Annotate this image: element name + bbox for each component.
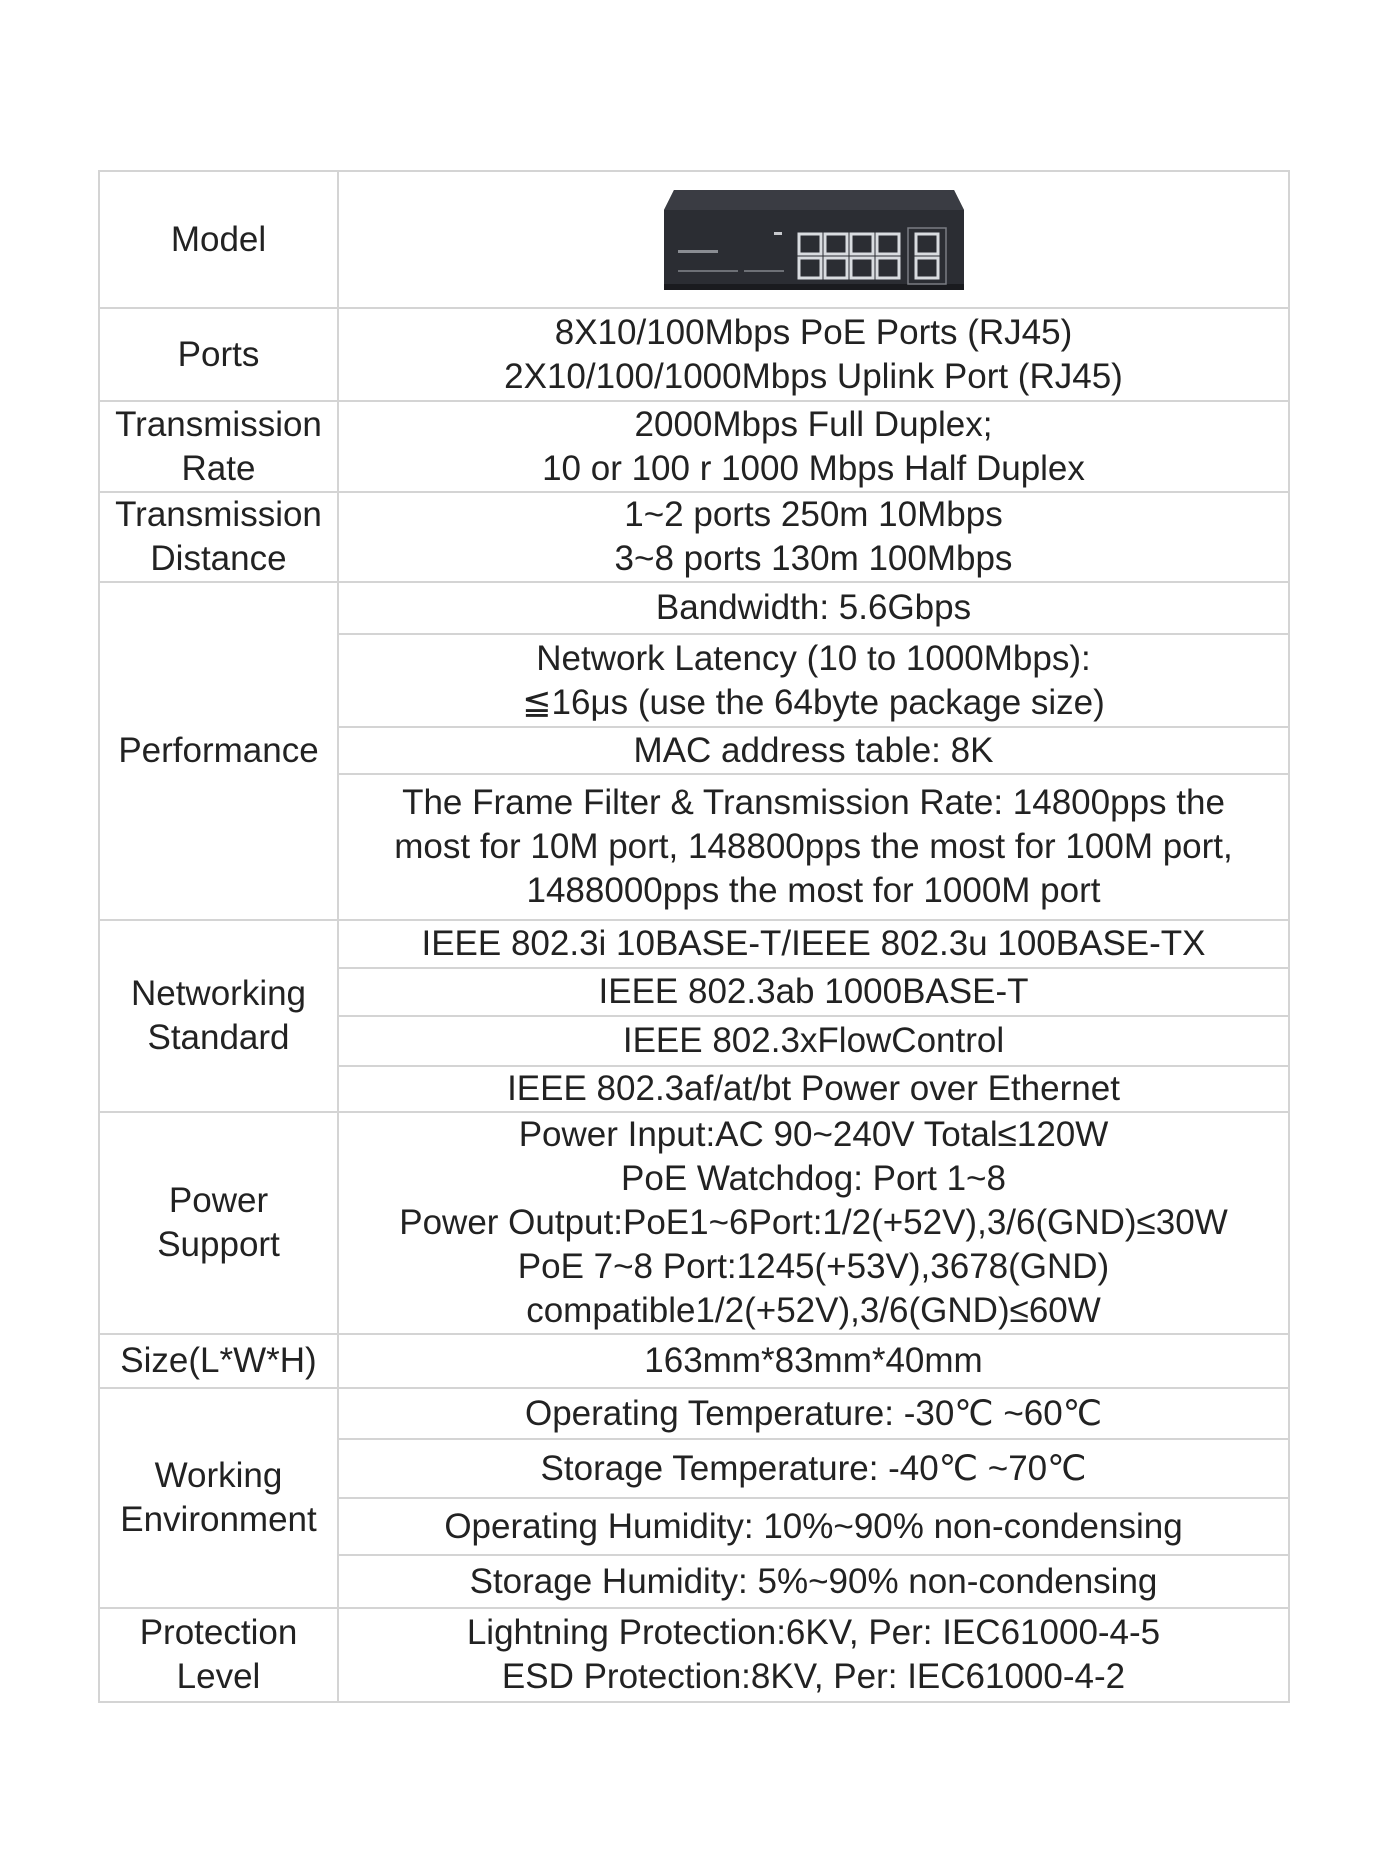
protection-label-line-1: Protection	[139, 1613, 298, 1652]
transmission-distance-label	[99, 492, 338, 582]
transmission-distance-label-line-1: Transmission	[115, 495, 322, 534]
protection-level-label	[99, 1608, 338, 1702]
transmission-rate-label-line-1: Transmission	[115, 404, 322, 444]
protection-level-value	[338, 1608, 1289, 1702]
row-environment-1	[99, 1388, 1289, 1439]
transmission-rate-label	[99, 401, 338, 492]
ports-line-2: 2X10/100/1000Mbps Uplink Port (RJ45)	[504, 356, 1123, 396]
performance-latency	[338, 634, 1289, 727]
environment-label-line-2: Environment	[120, 1500, 317, 1539]
row-model	[99, 171, 1289, 308]
working-environment-label	[99, 1388, 338, 1608]
power-line-2: PoE Watchdog: Port 1~8	[621, 1159, 1006, 1198]
power-support-label	[99, 1112, 338, 1334]
model-label: Model	[99, 171, 338, 308]
row-power-support	[99, 1112, 1289, 1334]
power-label-line-1: Power	[168, 1181, 269, 1220]
frame-filter-line-1: The Frame Filter & Transmission Rate: 14800pps the	[402, 783, 1225, 822]
transmission-rate-line-1: 2000Mbps Full Duplex;	[634, 404, 993, 444]
latency-line-2: ≦16μs (use the 64byte package size)	[522, 682, 1105, 722]
frame-filter-line-3: 1488000pps the most for 1000M port	[526, 871, 1101, 910]
transmission-distance-value	[338, 492, 1289, 582]
power-line-4: PoE 7~8 Port:1245(+53V),3678(GND)	[517, 1247, 1110, 1286]
transmission-distance-label-line-2: Distance	[150, 539, 287, 578]
ports-label: Ports	[99, 308, 338, 401]
environment-label-line-1: Working	[154, 1456, 283, 1495]
ports-value	[338, 308, 1289, 401]
model-image-cell	[338, 171, 1289, 308]
performance-label: Performance	[99, 582, 338, 920]
latency-line-1: Network Latency (10 to 1000Mbps):	[536, 638, 1091, 678]
power-line-1: Power Input:AC 90~240V Total≤120W	[518, 1115, 1109, 1154]
row-transmission-rate	[99, 401, 1289, 492]
row-ports	[99, 308, 1289, 401]
power-support-value	[338, 1112, 1289, 1334]
size-value: 163mm*83mm*40mm	[338, 1334, 1289, 1388]
networking-standard-item: IEEE 802.3i 10BASE-T/IEEE 802.3u 100BASE-TX	[338, 920, 1289, 968]
networking-standard-item: IEEE 802.3ab 1000BASE-T	[338, 968, 1289, 1016]
row-transmission-distance	[99, 492, 1289, 582]
networking-label-line-2: Standard	[147, 1018, 290, 1057]
row-protection-level	[99, 1608, 1289, 1702]
size-label: Size(L*W*H)	[99, 1334, 338, 1388]
frame-filter-line-2: most for 10M port, 148800pps the most for 100M port,	[394, 827, 1233, 866]
row-performance-bandwidth	[99, 582, 1289, 634]
transmission-rate-value	[338, 401, 1289, 492]
performance-frame-filter	[338, 774, 1289, 920]
spec-table	[98, 170, 1290, 1703]
transmission-distance-line-1: 1~2 ports 250m 10Mbps	[624, 495, 1003, 534]
row-size	[99, 1334, 1289, 1388]
networking-standard-label	[99, 920, 338, 1112]
networking-label-line-1: Networking	[130, 974, 307, 1013]
networking-standard-item: IEEE 802.3af/at/bt Power over Ethernet	[338, 1066, 1289, 1112]
transmission-rate-line-2: 10 or 100 r 1000 Mbps Half Duplex	[542, 448, 1085, 488]
power-line-3: Power Output:PoE1~6Port:1/2(+52V),3/6(GND)≤30W	[399, 1203, 1228, 1242]
protection-line-1: Lightning Protection:6KV, Per: IEC61000-4-5	[466, 1613, 1161, 1652]
power-line-5: compatible1/2(+52V),3/6(GND)≤60W	[526, 1291, 1101, 1330]
environment-item: Storage Temperature: -40℃ ~70℃	[338, 1439, 1289, 1498]
ports-line-1: 8X10/100Mbps PoE Ports (RJ45)	[554, 312, 1073, 352]
row-networking-1	[99, 920, 1289, 968]
environment-item: Storage Humidity: 5%~90% non-condensing	[338, 1555, 1289, 1608]
environment-item: Operating Humidity: 10%~90% non-condensing	[338, 1498, 1289, 1555]
power-label-line-2: Support	[157, 1225, 280, 1264]
environment-item: Operating Temperature: -30℃ ~60℃	[338, 1388, 1289, 1439]
protection-line-2: ESD Protection:8KV, Per: IEC61000-4-2	[501, 1657, 1126, 1696]
transmission-rate-label-line-2: Rate	[181, 448, 256, 488]
performance-bandwidth: Bandwidth: 5.6Gbps	[338, 582, 1289, 634]
transmission-distance-line-2: 3~8 ports 130m 100Mbps	[614, 539, 1013, 578]
poe-switch-device-icon	[654, 180, 974, 300]
networking-standard-item: IEEE 802.3xFlowControl	[338, 1016, 1289, 1066]
protection-label-line-2: Level	[176, 1657, 261, 1696]
performance-mac-table: MAC address table: 8K	[338, 727, 1289, 774]
